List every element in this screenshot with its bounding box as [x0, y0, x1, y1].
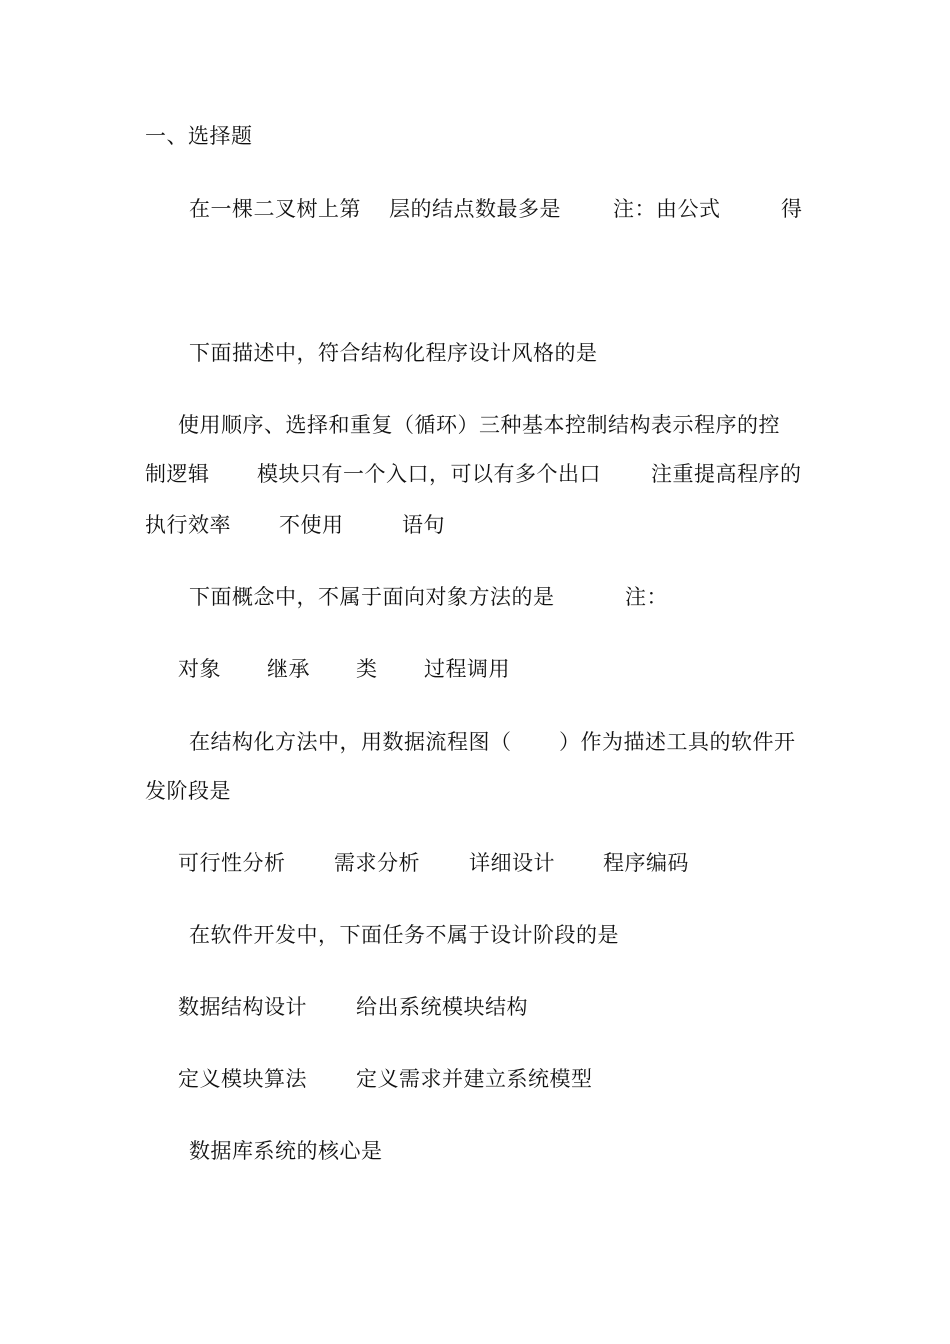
question-4-stem: 在结构化方法中，用数据流程图（ [189, 730, 512, 754]
question-2-option-a-continued: 制逻辑 [145, 462, 210, 486]
question-2-option-b: 模块只有一个入口，可以有多个出口 [257, 462, 601, 486]
question-5-option-b: 给出系统模块结构 [356, 995, 528, 1019]
question-2-option-a: 使用顺序、选择和重复（循环）三种基本控制结构表示程序的控 [178, 413, 780, 437]
question-1-note-continued: 得 [781, 197, 803, 221]
question-1-stem: 在一棵二叉树上第 [189, 197, 361, 221]
question-5-option-c: 定义模块算法 [178, 1067, 307, 1091]
question-3-stem: 下面概念中，不属于面向对象方法的是 [189, 585, 555, 609]
question-5-option-a: 数据结构设计 [178, 995, 307, 1019]
question-5-stem: 在软件开发中，下面任务不属于设计阶段的是 [189, 923, 619, 947]
question-1-stem-line [189, 196, 803, 352]
question-3-note: 注： [625, 585, 668, 609]
question-4-option-a: 可行性分析 [178, 851, 286, 875]
section-heading-text: 一、选择题 [145, 124, 253, 148]
question-3-option-c: 类 [356, 657, 378, 681]
question-2-stem-line [189, 340, 598, 418]
question-3-option-a: 对象 [178, 657, 221, 681]
section-heading [145, 123, 253, 201]
question-4-stem-line-2 [145, 778, 231, 856]
question-3-option-d: 过程调用 [424, 657, 510, 681]
question-4-stem-continued: ）作为描述工具的软件开 [559, 730, 796, 754]
question-2-stem: 下面描述中，符合结构化程序设计风格的是 [189, 341, 598, 365]
question-4-stem-wrap: 发阶段是 [145, 779, 231, 803]
question-4-option-b: 需求分析 [334, 851, 420, 875]
question-4-option-d: 程序编码 [603, 851, 689, 875]
question-2-option-c: 注重提高程序的 [651, 462, 802, 486]
question-5-stem-line [189, 922, 619, 1000]
question-6-stem: 数据库系统的核心是 [189, 1139, 383, 1163]
question-2-option-c-continued: 执行效率 [145, 513, 231, 537]
question-1-note: 注：由公式 [613, 197, 721, 221]
question-4-option-c: 详细设计 [469, 851, 555, 875]
question-6-stem-line [189, 1138, 383, 1216]
question-2-option-d: 不使用 [279, 513, 344, 537]
question-5-option-d: 定义需求并建立系统模型 [356, 1067, 593, 1091]
question-3-option-b: 继承 [267, 657, 310, 681]
question-2-option-d-continued: 语句 [402, 513, 445, 537]
question-1-stem-continued: 层的结点数最多是 [389, 197, 561, 221]
